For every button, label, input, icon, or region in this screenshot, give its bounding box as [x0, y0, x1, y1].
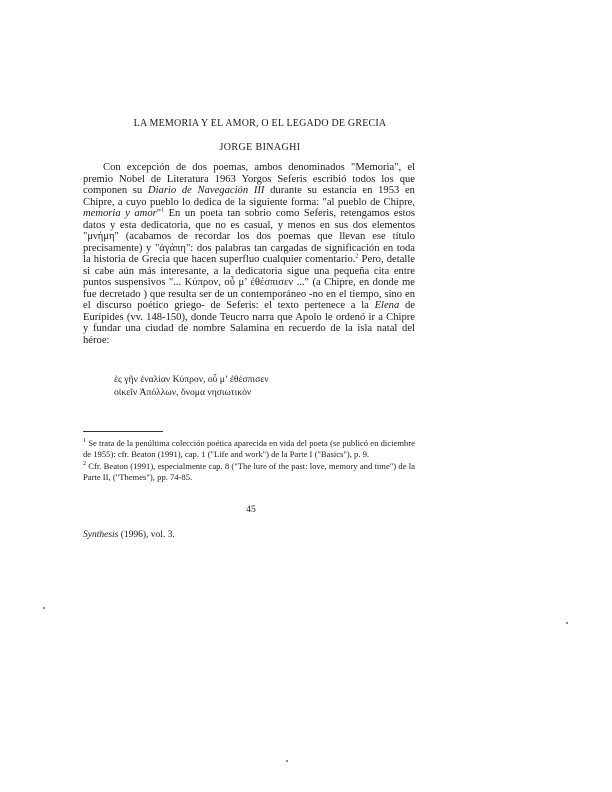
footnote-1 — [83, 438, 415, 459]
scan-speck — [566, 622, 568, 624]
body-text-3: " — [156, 208, 162, 219]
article-author: JORGE BINAGHI — [219, 142, 301, 153]
body-italic-memoria: memoria y amor — [83, 208, 157, 219]
footnote-1-text: Se trata de la penúltima colección poética aparecida en vida del poeta (se publicó en diciembre de 1955): cfr. Beaton (1991), cap. 1 ("Life and work") de la Parte I ("Basics"), p. 9. — [83, 438, 415, 459]
body-text-1: Con excepción de dos poemas, ambos denominados "Memoria", el premio Nobel de Literatura 1963 Yorgos Seferis escribió todos los que componen su — [83, 162, 415, 196]
footnote-ref-2: 2 — [355, 253, 359, 260]
body-text-5: Pero, detalle si cabe aún más interesante, a la dedicatoria sigue una pequeña cita entre puntos suspensivos "... Κύπρον, οὗ μ’ ἐθέσπισεν ..." (a Chipre, en donde me fue decretado ) que resulta ser de un contemporáneo -no en el tiempo, sino en el discurso poético griego- de Seferis: el texto pertenece a la — [83, 254, 415, 311]
journal-volume: (1996), vol. 3. — [118, 530, 175, 540]
scan-speck — [286, 760, 288, 762]
greek-quotation — [114, 373, 414, 399]
footnote-ref-1: 1 — [161, 207, 165, 214]
quote-line-1: ἐς γῆν ἐναλίαν Κύπρον, οὗ μ’ ἐθέσπισεν — [114, 374, 269, 385]
footnote-2-mark: 2 — [83, 461, 86, 468]
page-number: 45 — [246, 505, 256, 515]
footnote-divider — [83, 431, 163, 432]
footnote-2-text: Cfr. Beaton (1991), especialmente cap. 8 ("The lure of the past: love, memory and time") de la Parte II, ("Themes"), pp. 74-85. — [83, 461, 415, 482]
footnote-1-mark: 1 — [83, 438, 86, 445]
body-text-4: En un poeta tan sobrio como Seferis, retengamos estos datos y esta dedicatoria, que no es casual, y menos en sus dos elementos "μνήμη" (acabamos de recordar los dos poemas que llevan ese título precisamente) y "ἀγάπη": dos palabras tan cargadas de significación en toda la historia de Grecia que hacen superfluo cualquier comentario. — [83, 208, 415, 265]
body-italic-diario: Diario de Navegación III — [147, 185, 265, 196]
body-text-2: durante su estancia en 1953 en Chipre, a cuyo pueblo lo dedica de la siguiente forma: "al pueblo de Chipre, — [83, 185, 415, 208]
journal-name: Synthesis — [83, 530, 119, 540]
scan-speck — [43, 607, 45, 609]
body-paragraph — [83, 162, 415, 346]
footnote-2 — [83, 461, 415, 482]
article-title: LA MEMORIA Y EL AMOR, O EL LEGADO DE GRECIA — [133, 118, 387, 129]
journal-citation — [83, 530, 175, 540]
footnotes — [83, 438, 415, 484]
body-italic-elena: Elena — [374, 300, 400, 311]
body-text-6: de Eurípides (vv. 148-150), donde Teucro narra que Apolo le ordenó ir a Chipre y fundar una ciudad de nombre Salamina en recuerdo de la isla natal del héroe: — [83, 300, 415, 346]
quote-line-2: οἰκεῖν Ἀπόλλων, ὄνομα νησιωτικὸν — [114, 387, 252, 398]
